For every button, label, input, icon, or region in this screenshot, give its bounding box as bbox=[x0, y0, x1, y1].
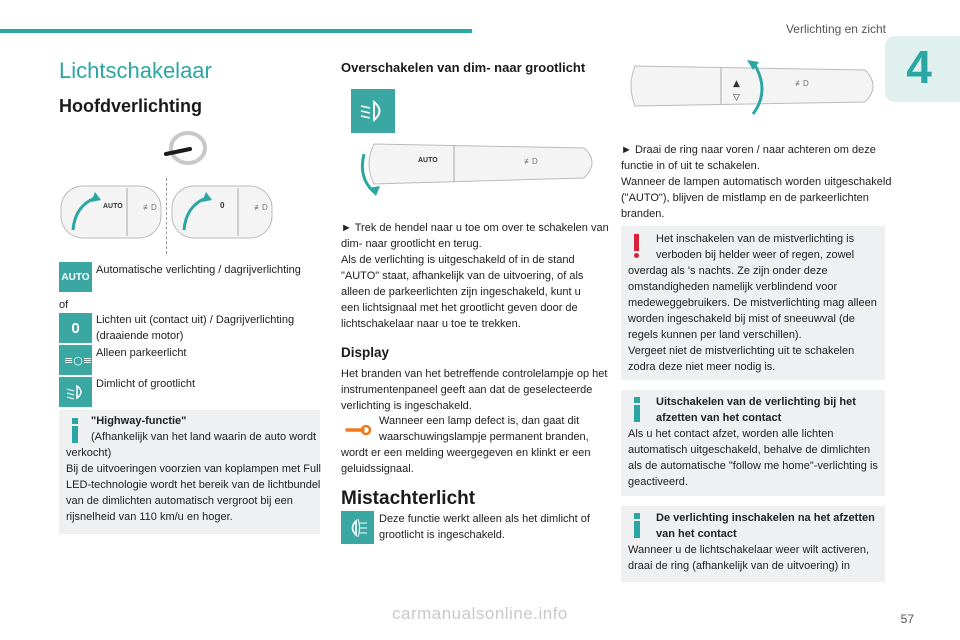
beam-paragraph-line: ► Trek de hendel naar u toe om over te schakelen van bbox=[341, 222, 609, 234]
info-icon bbox=[634, 397, 640, 422]
warning-line: wordt er een melding weergegeven en klinkt er een bbox=[341, 447, 591, 459]
svg-text:≢D: ≢D bbox=[524, 157, 538, 166]
fog-warning-line: Het inschakelen van de mistverlichting is bbox=[656, 233, 855, 245]
warning-exclamation-icon bbox=[634, 234, 639, 258]
fog-warning-line: zodra deze niet meer nodig is. bbox=[628, 361, 776, 373]
svg-text:▽: ▽ bbox=[733, 93, 740, 103]
fog-warning-line: overdag als 's nachts. Ze zijn onder deze bbox=[628, 265, 828, 277]
fog-paragraph-line: functie in of uit te schakelen. bbox=[621, 160, 760, 172]
fog-warning-line: omstandigheden namelijk verblindend voor bbox=[628, 281, 838, 293]
switch-on-title: van het contact bbox=[656, 528, 737, 540]
highway-line: rijsnelheid van 110 km/u en hoger. bbox=[66, 511, 233, 523]
wrench-warning-icon bbox=[343, 416, 373, 442]
beam-stalk-auto-label: AUTO bbox=[418, 157, 438, 164]
info-icon bbox=[634, 513, 640, 538]
rear-fog-line: Deze functie werkt alleen als het dimlicht of bbox=[379, 513, 590, 525]
switch-off-title: Uitschakelen van de verlichting bij het bbox=[656, 396, 856, 408]
stalk-auto-label: AUTO bbox=[103, 203, 123, 210]
item-beam-text: Dimlicht of grootlicht bbox=[96, 378, 196, 390]
fog-paragraph-line: ► Draai de ring naar voren / naar achteren om deze bbox=[621, 144, 876, 156]
info-icon bbox=[72, 418, 78, 443]
fog-warning-line: medeweggebruikers. De mistverlichting mag alleen bbox=[628, 297, 877, 309]
fog-warning-line: verboden bij helder weer of regen, zowel bbox=[656, 249, 855, 261]
low-beam-icon bbox=[59, 377, 92, 407]
switch-off-line: Als u het contact afzet, worden alle lichten bbox=[628, 428, 834, 440]
svg-text:≢D: ≢D bbox=[254, 203, 268, 212]
beam-paragraph-line: "AUTO" staat, afhankelijk van de uitvoering, of als bbox=[341, 270, 584, 282]
fog-warning-line: regels kunnen per land verschillen). bbox=[628, 329, 802, 341]
svg-text:≢D: ≢D bbox=[795, 79, 809, 88]
fog-warning-line: worden ingeschakeld bij mist of sneeuwval (de bbox=[628, 313, 855, 325]
switch-on-line: Wanneer u de lichtschakelaar weer wilt activeren, bbox=[628, 544, 870, 556]
light-stalk-zero-illustration bbox=[170, 178, 274, 248]
light-stalk-auto-illustration bbox=[59, 178, 163, 248]
display-line: verlichting is ingeschakeld. bbox=[341, 400, 472, 412]
rear-fog-title: Mistachterlicht bbox=[341, 488, 476, 509]
beam-stalk-illustration bbox=[354, 134, 604, 198]
svg-text:≢D: ≢D bbox=[143, 203, 157, 212]
highway-line: Bij de uitvoeringen voorzien van koplampen met Full bbox=[66, 463, 321, 475]
beam-paragraph-line: lichtschakelaar naar u toe te trekken. bbox=[341, 318, 521, 330]
beam-paragraph-line: Als de verlichting is uitgeschakeld of in de stand bbox=[341, 254, 575, 266]
divider bbox=[166, 178, 168, 254]
auto-icon: AUTO bbox=[59, 262, 92, 292]
highway-line: verkocht) bbox=[66, 447, 112, 459]
item-parking-text: Alleen parkeerlicht bbox=[96, 347, 187, 359]
switch-off-line: geactiveerd. bbox=[628, 476, 688, 488]
section-title: Lichtschakelaar bbox=[59, 58, 212, 83]
item-off-text: Lichten uit (contact uit) / Dagrijverlichting (draaiende motor) bbox=[96, 314, 295, 342]
stalk-zero-label: 0 bbox=[220, 201, 225, 210]
beam-paragraph-line: alleen de parkeerlichten zijn ingeschakeld, kunt u bbox=[341, 286, 581, 298]
warning-line: geluidssignaal. bbox=[341, 463, 414, 475]
fog-paragraph-line: ("AUTO"), blijven de mistlamp en de parkeerlichten bbox=[621, 192, 869, 204]
svg-text:≡○≡: ≡○≡ bbox=[63, 354, 92, 367]
svg-text:▲: ▲ bbox=[733, 79, 740, 89]
beam-switch-title: Overschakelen van dim- naar grootlicht bbox=[341, 60, 586, 75]
display-line: Het branden van het betreffende controlelampje op het bbox=[341, 368, 608, 380]
switch-off-line: automatisch uitgeschakeld, behalve de dimlichten bbox=[628, 444, 871, 456]
zero-icon: 0 bbox=[59, 313, 92, 343]
or-text: of bbox=[59, 299, 69, 311]
header-accent-bar bbox=[0, 29, 472, 33]
running-header: Verlichting en zicht bbox=[785, 22, 886, 36]
warning-line: Wanneer een lamp defect is, dan gaat dit bbox=[379, 415, 580, 427]
display-line: instrumentenpaneel geeft aan dat de geselecteerde bbox=[341, 384, 593, 396]
parking-light-icon bbox=[59, 345, 92, 375]
fog-paragraph-line: Wanneer de lampen automatisch worden uitgeschakeld bbox=[621, 176, 892, 188]
beam-paragraph-line: dim- naar grootlicht en terug. bbox=[341, 238, 482, 250]
page-number: 57 bbox=[900, 612, 914, 626]
subsection-title: Hoofdverlichting bbox=[59, 96, 202, 116]
highway-title: "Highway-functie" bbox=[91, 415, 187, 427]
switch-off-title: afzetten van het contact bbox=[656, 412, 782, 424]
watermark: carmanualsonline.info bbox=[392, 604, 568, 623]
beam-paragraph-line: een lichtsignaal met het grootlicht geven door de bbox=[341, 302, 578, 314]
fog-paragraph-line: branden. bbox=[621, 208, 665, 220]
highway-line: van de dimlichten automatisch vergroot bij een bbox=[66, 495, 293, 507]
fog-warning-line: Vergeet niet de mistverlichting uit te schakelen bbox=[628, 345, 855, 357]
steering-wheel-icon bbox=[164, 128, 208, 168]
rear-fog-line: grootlicht is ingeschakeld. bbox=[379, 529, 505, 541]
warning-line: waarschuwingslampje permanent branden, bbox=[379, 431, 589, 443]
high-beam-icon bbox=[351, 89, 395, 133]
switch-on-line: draai de ring (afhankelijk van de uitvoering) in bbox=[628, 560, 850, 572]
item-auto-text: Automatische verlichting / dagrijverlichting bbox=[96, 264, 301, 276]
display-title: Display bbox=[341, 345, 390, 360]
highway-line: LED-technologie wordt het bereik van de lichtbundel bbox=[66, 479, 321, 491]
highway-line: (Afhankelijk van het land waarin de auto wordt bbox=[91, 431, 317, 443]
switch-on-title: De verlichting inschakelen na het afzetten bbox=[656, 512, 875, 524]
rear-fog-light-icon bbox=[341, 511, 374, 544]
switch-off-line: als de automatische "follow me home"-verlichting is bbox=[628, 460, 878, 472]
fog-ring-stalk-illustration bbox=[625, 56, 885, 120]
chapter-number: 4 bbox=[906, 41, 932, 93]
